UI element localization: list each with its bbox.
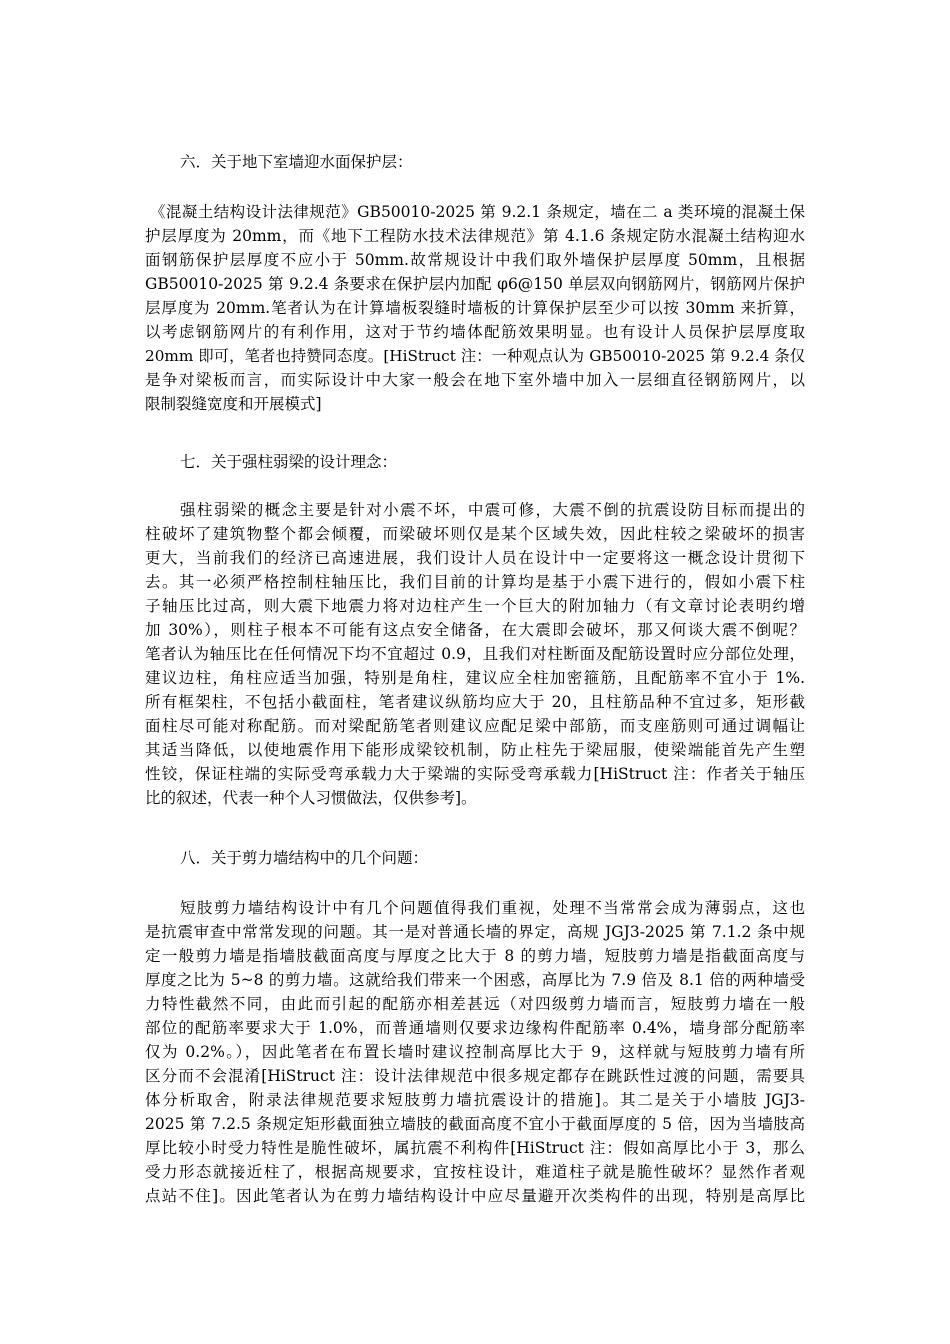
section-8-line-8: 区分而不会混淆[HiStruct 注：设计法律规范中很多规定都存在跳跃性过渡的问题，需要具 [145, 1067, 805, 1085]
section-7-line-12: 性铰，保证柱端的实际受弯承载力大于梁端的实际受弯承载力[HiStruct 注：作者关于轴压 [145, 765, 805, 783]
section-7-line-3: 更大，当前我们的经济已高速进展，我们设计人员在设计中一定要将这一概念设计贯彻下 [145, 549, 805, 567]
section-7-line-2: 柱破坏了建筑物整个都会倾覆，而梁破坏则仅是某个区域失效，因此柱较之梁破坏的损害 [145, 525, 805, 543]
section-7-line-10: 面柱尽可能对称配筋。而对梁配筋笔者则建议应配足梁中部筋，而支座筋则可通过调幅让 [145, 717, 805, 735]
section-7-line-9: 所有框架柱，不包括小截面柱，笔者建议纵筋均应大于 20，且柱筋品种不宜过多，矩形截 [145, 693, 805, 711]
section-7-line-11: 其适当降低，以使地震作用下能形成梁铰机制，防止柱先于梁屈服，使梁端能首先产生塑 [145, 741, 805, 759]
section-8-line-11: 厚比较小时受力特性是脆性破坏，属抗震不利构件[HiStruct 注：假如高厚比小于 3，那么 [145, 1139, 805, 1157]
section-6-heading: 六．关于地下室墙迎水面保护层： [180, 153, 413, 171]
section-7-line-5: 子轴压比过高，则大震下地震力将对边柱产生一个巨大的附加轴力（有文章讨论表明约增 [145, 597, 805, 615]
section-8-line-9: 体分析取舍，附录法律规范要求短肢剪力墙抗震设计的措施]。其二是关于小墙肢 JGJ3- [145, 1091, 805, 1109]
section-8-line-4: 厚度之比为 5~8 的剪力墙。这就给我们带来一个困惑，高厚比为 7.9 倍及 8.1 倍的两种墙受 [145, 971, 805, 989]
section-7-line-7: 笔者认为轴压比在任何情况下均不宜超过 0.9，且我们对柱断面及配筋设置时应分部位处理， [145, 645, 805, 663]
section-6-line-4: GB50010-2025 第 9.2.4 条要求在保护层内加配 φ6@150 单层双向钢筋网片，钢筋网片保护 [145, 275, 805, 293]
section-8-line-6: 部位的配筋率要求大于 1.0%，而普通墙则仅要求边缘构件配筋率 0.4%，墙身部分配筋率 [145, 1019, 805, 1037]
section-6-line-3: 面钢筋保护层厚度不应小于 50mm.故常规设计中我们取外墙保护层厚度 50mm，且根据 [145, 251, 805, 269]
section-8-heading: 八．关于剪力墙结构中的几个问题： [180, 849, 429, 867]
section-8-line-3: 定一般剪力墙是指墙肢截面高度与厚度之比大于 8 的剪力墙，短肢剪力墙是指截面高度与 [145, 947, 805, 965]
section-6-line-7: 20mm 即可，笔者也持赞同态度。[HiStruct 注：一种观点认为 GB50010-2025 第 9.2.4 条仅 [145, 347, 805, 365]
section-7-line-8: 建议边柱，角柱应适当加强，特别是角柱，建议应全柱加密箍筋，且配筋率不宜小于 1%. [145, 669, 805, 687]
section-8-line-7: 仅为 0.2%。），因此笔者在布置长墙时建议控制高厚比大于 9，这样就与短肢剪力墙有所 [145, 1043, 805, 1061]
section-8-line-10: 2025 第 7.2.5 条规定矩形截面独立墙肢的截面高度不宜小于截面厚度的 5 倍，因为当墙肢高 [145, 1115, 805, 1133]
section-8-line-13: 点站不住]。因此笔者认为在剪力墙结构设计中应尽量避开次类构件的出现，特别是高厚比 [145, 1187, 805, 1205]
section-6-line-5: 层厚度为 20mm.笔者认为在计算墙板裂缝时墙板的计算保护层至少可以按 30mm 来折算， [145, 299, 805, 317]
section-7-line-4: 去。其一必须严格控制柱轴压比，我们目前的计算均是基于小震下进行的，假如小震下柱 [145, 573, 805, 591]
section-7-line-1: 强柱弱梁的概念主要是针对小震不坏，中震可修，大震不倒的抗震设防目标而提出的 [180, 501, 805, 519]
section-6-line-8: 是争对梁板而言，而实际设计中大家一般会在地下室外墙中加入一层细直径钢筋网片，以 [145, 371, 805, 389]
section-8-line-2: 是抗震审查中常常发现的问题。其一是对普通长墙的界定，高规 JGJ3-2025 第 7.1.2 条中规 [145, 923, 805, 941]
section-8-line-1: 短肢剪力墙结构设计中有几个问题值得我们重视，处理不当常常会成为薄弱点，这也 [180, 899, 805, 917]
section-8-line-12: 受力形态就接近柱了，根据高规要求，宜按柱设计，难道柱子就是脆性破坏？显然作者观 [145, 1163, 805, 1181]
section-7-line-6: 加 30%），则柱子根本不可能有这点安全储备，在大震即会破坏，那又何谈大震不倒呢？ [145, 621, 805, 639]
section-6-line-2: 护层厚度为 20mm，而《地下工程防水技术法律规范》第 4.1.6 条规定防水混凝土结构迎水 [145, 227, 805, 245]
section-6-line-1: 《混凝土结构设计法律规范》GB50010-2025 第 9.2.1 条规定，墙在二 a 类环境的混凝土保 [150, 203, 805, 221]
section-6-line-9: 限制裂缝宽度和开展模式] [145, 395, 322, 413]
section-7-heading: 七．关于强柱弱梁的设计理念： [180, 453, 398, 471]
section-8-line-5: 力特性截然不同，由此而引起的配筋亦相差甚远（对四级剪力墙而言，短肢剪力墙在一般 [145, 995, 805, 1013]
section-6-line-6: 以考虑钢筋网片的有利作用，这对于节约墙体配筋效果明显。也有设计人员保护层厚度取 [145, 323, 805, 341]
section-7-line-13: 比的叙述，代表一种个人习惯做法，仅供参考]。 [145, 789, 477, 807]
